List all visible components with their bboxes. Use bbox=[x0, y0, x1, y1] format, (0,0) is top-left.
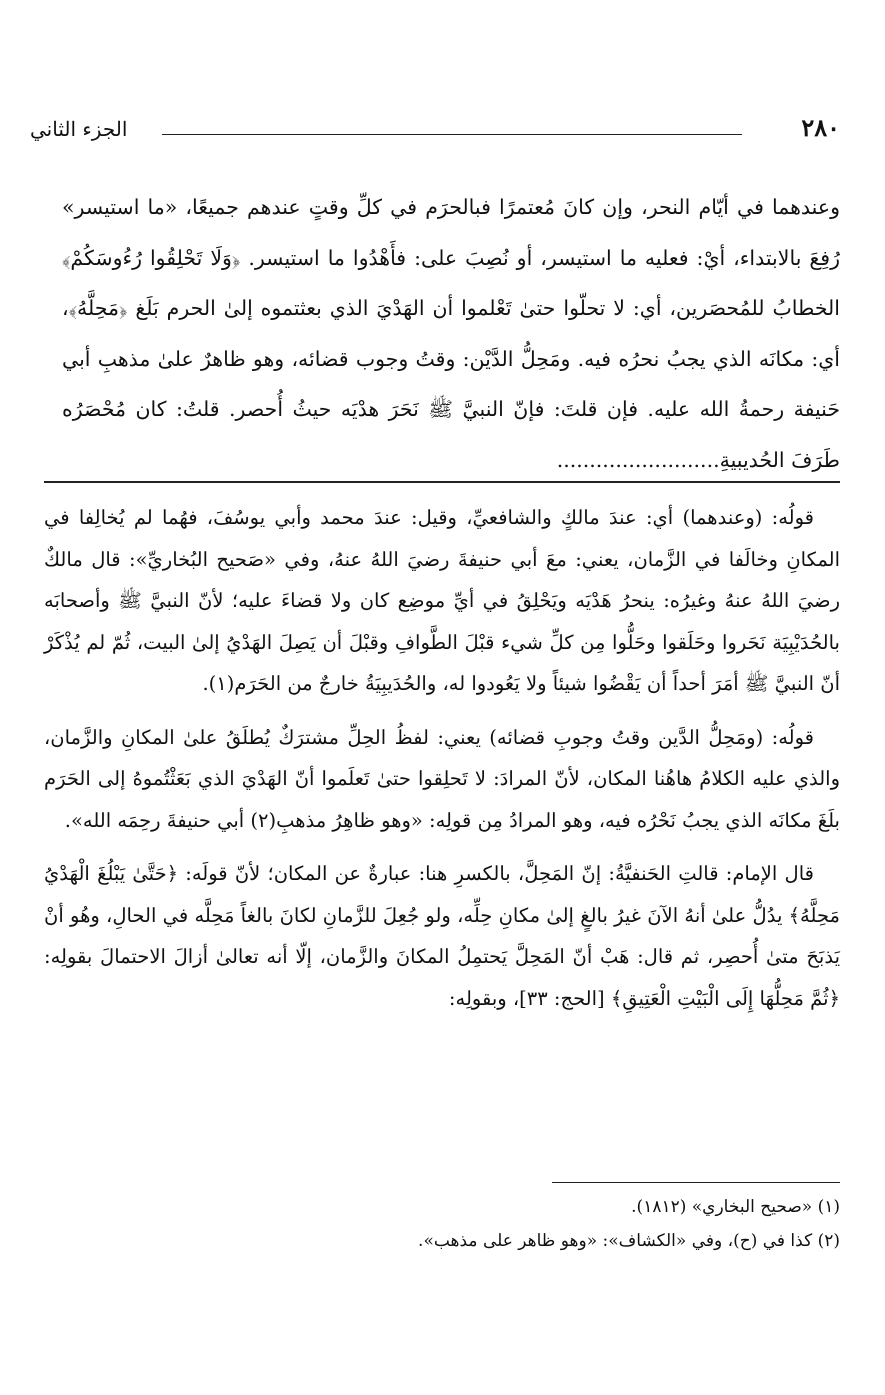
commentary bbox=[44, 497, 840, 1031]
footnote: (١) «صحيح البخاري» (١٨١٢). bbox=[631, 1197, 840, 1217]
commentary-paragraph: قال الإمام: قالتِ الحَنفيَّةُ: إنّ المَحِلَّ، بالكسرِ هنا: عبارةٌ عن المكان؛ لأنّ قولَه: ﴿حَتَّىٰ يَبْلُغَ الْهَدْيُ مَحِلَّهُ﴾ يدُلُّ علىٰ أنهُ الآنَ غيرُ بالغٍ إلىٰ مكانِ حِلِّه، ولو جُعِلَ للزَّمانِ لكانَ بالغاً مَحِلَّه في الحالِ، وهُو أنْ يَذبَحَ متىٰ أُحصِر، ثم قال: هَبْ أنّ المَحِلَّ يَحتمِلُ المكانَ والزَّمان، إلّا أنه تعالىٰ أزالَ الاحتمالَ بقولِه: ﴿ثُمَّ مَحِلُّهَا إِلَى الْبَيْتِ الْعَتِيقِ﴾ [الحج: ٣٣]، وبقولِه: bbox=[44, 862, 840, 1010]
commentary-paragraph: قولُه: (ومَحِلُّ الدَّين وقتُ وجوبِ قضائه) يعني: لفظُ الحِلِّ مشترَكٌ يُطلَقُ علىٰ المكانِ والزَّمان، والذي عليه الكلامُ هاهُنا المكان، لأنّ المرادَ: لا تَحلِقوا حتىٰ تَعلَموا أنّ الهَدْيَ الذي بَعَثْتُموهُ إلى الحَرَم بلَغَ مكانَه الذي يجبُ نَحْرُه فيه، وهو المرادُ مِن قولِه: «وهو ظاهِرُ مذهبِ(٢) أبي حنيفةَ رحِمَه الله». bbox=[44, 725, 840, 832]
commentary-paragraph: قولُه: (وعندهما) أي: عندَ مالكٍ والشافعيِّ، وقيل: عندَ محمد وأبي يوسُفَ، فهُما لم يُخالِفا في المكانِ وخالَفا في الزَّمان، يعني: معَ أبي حنيفةَ رضيَ اللهُ عنهُ، وفي «صَحيح البُخاريِّ»: قال مالكٌ رضيَ اللهُ عنهُ وغيرُه: ينحرُ هَدْيَه ويَحْلِقُ في أيِّ موضِع كان ولا قضاءَ عليه؛ لأنّ النبيَّ ﷺ وأصحابَه بالحُدَيْبِيَة نَحَروا وحَلَقوا وحَلُّوا مِن كلِّ شيء قبْلَ الطَّوافِ وقبْلَ أن يَصِلَ الهَدْيُ إلىٰ البيت، ثُمّ لم يُذْكَرْ أنّ النبيَّ ﷺ أمَرَ أحداً أن يَقْضُوا شيئاً ولا يَعُودوا له، والحُدَيبِيَةُ خارجٌ من الحَرَم(١). bbox=[44, 506, 840, 695]
main-paragraph: وعندهما في أيّام النحر، وإن كانَ مُعتمرًا فبالحرَم في كلِّ وقتٍ عندهم جميعًا، «ما استيسر» رُفِعَ بالابتداء، أيْ: فعليه ما استيسر، أو نُصِبَ على: فأَهْدُوا ما استيسر. ﴿وَلَا تَحْلِقُوا رُءُوسَكُمْ﴾ الخطابُ للمُحصَرين، أي: لا تحلّوا حتىٰ تَعْلموا أن الهَدْيَ الذي بعثتموه إلىٰ الحرم بَلَغ ﴿مَحِلَّهُ﴾، أي: مكانَه الذي يجبُ نحرُه فيه. ومَحِلُّ الدَّيْن: وقتُ وجوب قضائه، وهو ظاهرٌ علىٰ مذهبِ أبي حَنيفة رحمةُ الله عليه. فإن قلتَ: فإنّ النبيَّ ﷺ نَحَرَ هدْيَه حيثُ أُحصر. قلتُ: كان مُحْصَرُه طَرَفَ الحُديبيةِ......................... bbox=[62, 195, 840, 472]
footnotes bbox=[50, 1190, 840, 1258]
page-header bbox=[30, 112, 840, 152]
page-number: ٢٨٠ bbox=[801, 113, 840, 142]
running-title: الجزء الثاني bbox=[30, 117, 128, 141]
header-rule bbox=[162, 134, 742, 135]
footnote: (٢) كذا في (ح)، وفي «الكشاف»: «وهو ظاهر على مذهب». bbox=[418, 1231, 840, 1251]
section-divider bbox=[44, 481, 840, 483]
footnote-rule bbox=[552, 1182, 840, 1183]
main-text bbox=[62, 182, 840, 485]
